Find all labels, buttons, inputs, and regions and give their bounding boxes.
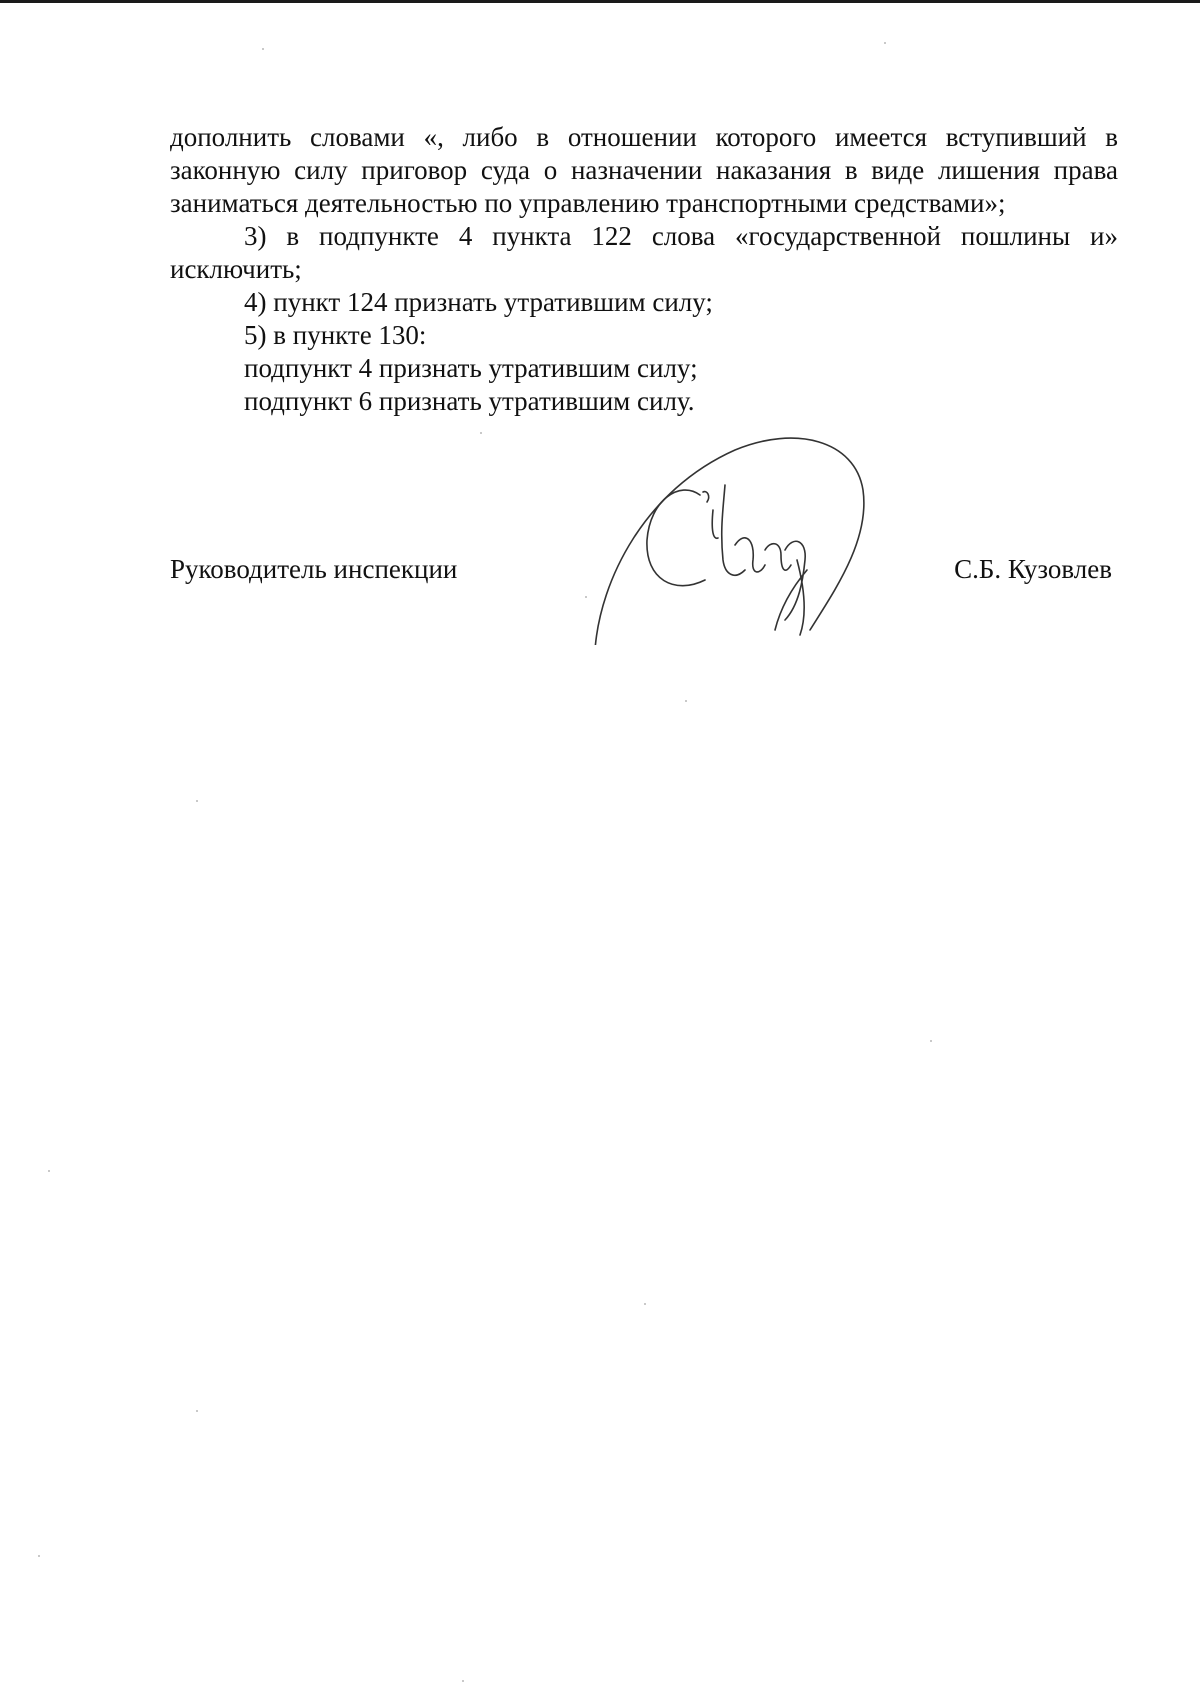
page-top-border — [0, 0, 1200, 3]
paragraph-subitem-6: подпункт 6 признать утратившим силу. — [244, 386, 695, 416]
document-body — [170, 121, 1118, 418]
scan-speck — [48, 1170, 50, 1172]
paragraph-item-3: 3) в подпункте 4 пункта 122 слова «государственной пошлины и» исключить; — [170, 221, 1118, 284]
scan-speck — [685, 700, 687, 702]
scan-speck — [262, 48, 264, 50]
paragraph-amendment-text: дополнить словами «, либо в отношении которого имеется вступивший в законную силу приговор суда о назначении наказания в виде лишения права заниматься деятельностью по управлению транспортными средствами»; — [170, 122, 1118, 218]
scan-speck — [585, 596, 587, 598]
scan-speck — [196, 800, 198, 802]
scan-speck — [38, 1555, 40, 1557]
signer-position-title: Руководитель инспекции — [170, 554, 458, 584]
paragraph-subitem-4: подпункт 4 признать утратившим силу; — [244, 353, 698, 383]
paragraph-item-4: 4) пункт 124 признать утратившим силу; — [244, 287, 713, 317]
handwritten-signature — [585, 430, 885, 645]
scan-speck — [480, 432, 482, 434]
scan-speck — [462, 1680, 464, 1682]
scan-speck — [644, 1303, 646, 1305]
scan-speck — [196, 1410, 198, 1412]
scan-speck — [930, 1040, 932, 1042]
signer-name: С.Б. Кузовлев — [954, 554, 1112, 584]
scan-speck — [884, 42, 886, 44]
paragraph-item-5: 5) в пункте 130: — [244, 320, 427, 350]
